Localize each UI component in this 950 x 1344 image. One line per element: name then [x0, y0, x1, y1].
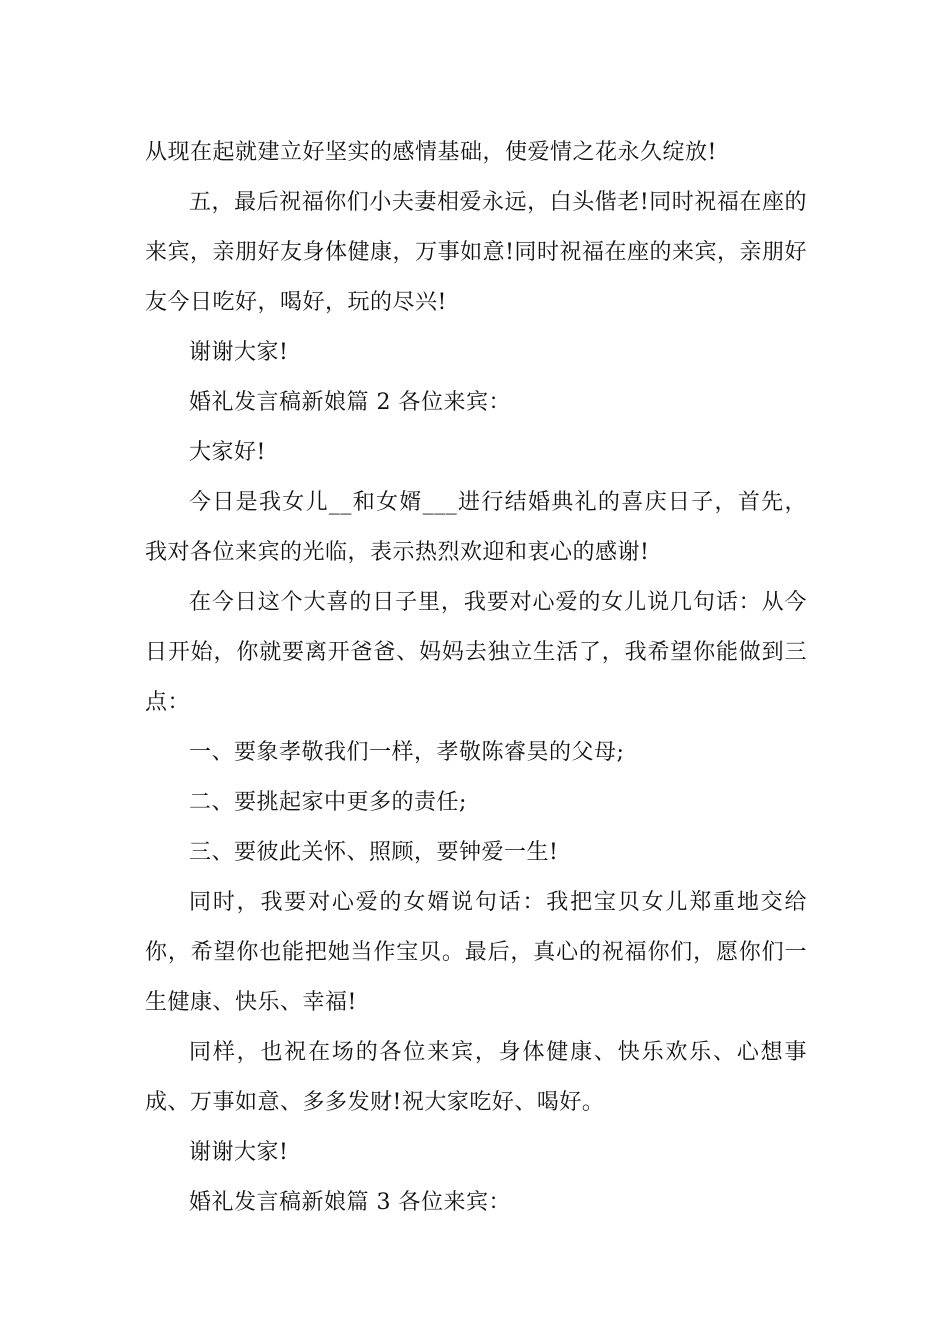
paragraph-thanks-2: 谢谢大家!	[189, 1140, 289, 1165]
paragraph-greeting: 大家好!	[189, 440, 266, 465]
paragraph-blessing-guests: 同样，也祝在场的各位来宾，身体健康、快乐欢乐、心想事成、万事如意、多多发财!祝大家吃好、喝好。	[145, 1040, 807, 1115]
list-item-1: 一、要象孝敬我们一样，孝敬陈睿昊的父母;	[189, 740, 625, 765]
paragraph-to-daughter: 在今日这个大喜的日子里，我要对心爱的女儿说几句话：从今日开始，你就要离开爸爸、妈妈去独立生活了，我希望你能做到三点：	[145, 590, 807, 715]
list-item-2: 二、要挑起家中更多的责任;	[189, 790, 467, 815]
document-body	[145, 128, 807, 1228]
section-heading-3: 婚礼发言稿新娘篇 3 各位来宾：	[189, 1190, 511, 1215]
list-item-3: 三、要彼此关怀、照顾，要钟爱一生!	[189, 840, 559, 865]
section-heading-2: 婚礼发言稿新娘篇 2 各位来宾：	[189, 390, 511, 415]
paragraph-final-blessing: 五，最后祝福你们小夫妻相爱永远，白头偕老!同时祝福在座的来宾，亲朋好友身体健康，万事如意!同时祝福在座的来宾，亲朋好友今日吃好，喝好，玩的尽兴!	[145, 190, 807, 315]
paragraph-to-son-in-law: 同时，我要对心爱的女婿说句话：我把宝贝女儿郑重地交给你，希望你也能把她当作宝贝。最后，真心的祝福你们，愿你们一生健康、快乐、幸福!	[145, 890, 807, 1015]
paragraph-welcome: 今日是我女儿__和女婿___进行结婚典礼的喜庆日子，首先，我对各位来宾的光临，表示热烈欢迎和衷心的感谢!	[145, 490, 807, 565]
paragraph-thanks: 谢谢大家!	[189, 340, 289, 365]
paragraph-continuation: 从现在起就建立好坚实的感情基础，使爱情之花永久绽放!	[145, 140, 717, 165]
